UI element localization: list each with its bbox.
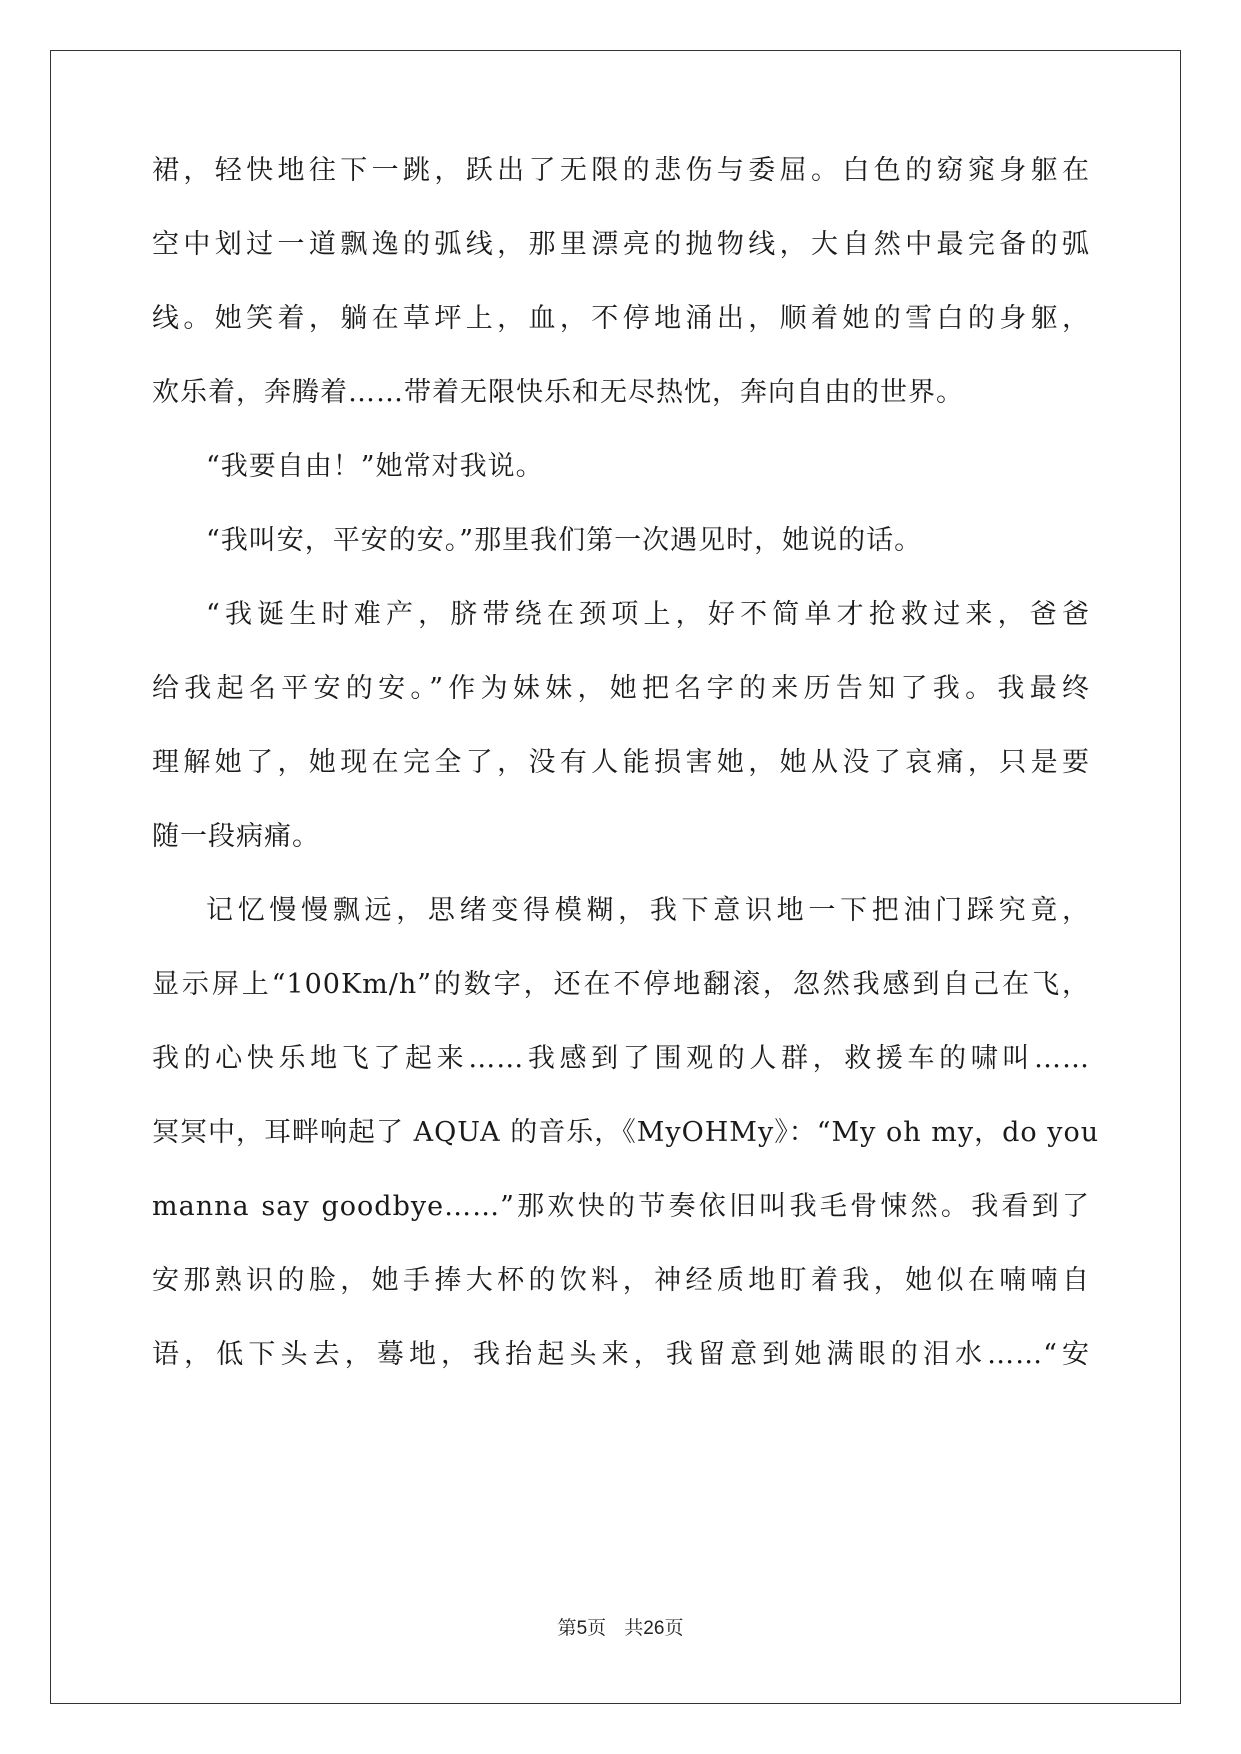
- total-suffix: 页: [664, 1617, 684, 1639]
- paragraph-line: 随一段病痛。: [152, 821, 320, 852]
- page-number: 5: [576, 1618, 588, 1639]
- paragraph-line: 冥冥中，耳畔响起了 AQUA 的音乐，《MyOHMy》：“My oh my，do you: [152, 1117, 1100, 1148]
- paragraph-line: 显示屏上“100Km/h”的数字，还在不停地翻滚，忽然我感到自己在飞，: [152, 969, 1090, 1000]
- paragraph-line: “我叫安，平安的安。”那里我们第一次遇见时，她说的话。: [206, 525, 923, 556]
- paragraph-line: 线。她笑着，躺在草坪上，血，不停地涌出，顺着她的雪白的身躯，: [152, 303, 1090, 334]
- page-footer: [0, 1616, 1241, 1641]
- total-pages: 26: [643, 1618, 665, 1639]
- paragraph-line: “我诞生时难产，脐带绕在颈项上，好不简单才抢救过来，爸爸: [206, 599, 1090, 630]
- total-prefix: 共: [624, 1617, 644, 1639]
- paragraph-line: 欢乐着，奔腾着……带着无限快乐和无尽热忱，奔向自由的世界。: [152, 377, 964, 408]
- paragraph-line: “我要自由！”她常对我说。: [206, 451, 544, 482]
- paragraph-line: 空中划过一道飘逸的弧线，那里漂亮的抛物线，大自然中最完备的弧: [152, 229, 1090, 260]
- page-prefix: 第: [557, 1617, 577, 1639]
- paragraph-line: 安那熟识的脸，她手捧大杯的饮料，神经质地盯着我，她似在喃喃自: [152, 1265, 1090, 1296]
- paragraph-line: 语，低下头去，蓦地，我抬起头来，我留意到她满眼的泪水……“安: [152, 1339, 1090, 1370]
- paragraph-line: 裙，轻快地往下一跳，跃出了无限的悲伤与委屈。白色的窈窕身躯在: [152, 155, 1090, 186]
- paragraph-line: 给我起名平安的安。”作为妹妹，她把名字的来历告知了我。我最终: [152, 673, 1090, 704]
- paragraph-line: 理解她了，她现在完全了，没有人能损害她，她从没了哀痛，只是要: [152, 747, 1090, 778]
- page-suffix: 页: [587, 1617, 607, 1639]
- paragraph-line: 我的心快乐地飞了起来……我感到了围观的人群，救援车的啸叫……: [152, 1043, 1090, 1074]
- paragraph-line: 记忆慢慢飘远，思绪变得模糊，我下意识地一下把油门踩究竟，: [206, 895, 1090, 926]
- paragraph-line: manna say goodbye……”那欢快的节奏依旧叫我毛骨悚然。我看到了: [152, 1191, 1090, 1222]
